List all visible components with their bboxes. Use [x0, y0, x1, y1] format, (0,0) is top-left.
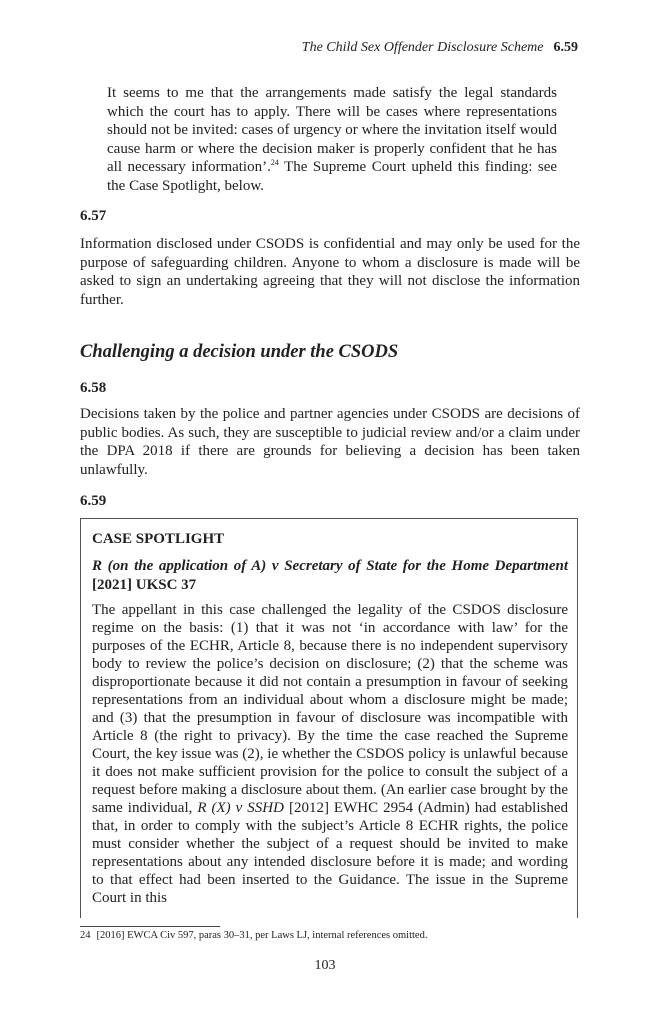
footnote — [80, 930, 427, 941]
paragraph-text: Information disclosed under CSODS is confidential and may only be used for the purpose of safeguarding children. Anyone to whom a disclosure is made will be asked to sign an undertaking agreeing that they will not disclose the information further. — [80, 236, 580, 308]
footnote-divider — [80, 926, 220, 927]
page-number: 103 — [314, 958, 336, 973]
block-quote — [107, 84, 557, 196]
case-spotlight-title: CASE SPOTLIGHT — [92, 531, 225, 547]
running-head — [302, 40, 578, 56]
footnote-text: [2016] EWCA Civ 597, paras 30–31, per Laws LJ, internal references omitted. — [96, 930, 428, 941]
case-citation: [2021] UKSC 37 — [92, 576, 197, 593]
quote-continuation: The Supreme Court upheld this finding: see the Case Spotlight, below. — [107, 159, 558, 194]
case-text-part: The appellant in this case challenged the legality of the CSDOS disclosure regime on the basis: (1) that it was not ‘in accordance with law’ for the purposes of the ECHR, Article 8, because there is no independent supervisory body to review the police’s decision on disclosure; (2) that the scheme was disproportionate because it did not contain a presumption in favour of seeking representations from an individual about whom a disclosure might be made; and (3) that the presumption in favour of disclosure was incompatible with Article 8 (the right to privacy). By the time the case reached the Supreme Court, the key issue was (2), ie whether the CSDOS policy is unlawful because it does not make sufficient provision for the police to consult the subject of a request before making a disclosure about them. (An earlier case brought by the same individual, — [92, 602, 568, 816]
section-heading: Challenging a decision under the CSODS — [80, 342, 399, 362]
footnote-reference[interactable]: 24 — [270, 158, 279, 168]
cited-case-name: R (X) v SSHD — [197, 800, 284, 816]
case-name — [92, 557, 568, 594]
case-spotlight-text — [92, 601, 568, 907]
case-name-parties: R (on the application of A) v Secretary of State for the Home Department — [92, 558, 568, 574]
paragraph-text: Decisions taken by the police and partner agencies under CSODS are decisions of public bodies. As such, they are susceptible to judicial review and/or a claim under the DPA 2018 if there are grounds for believing a decision has been taken unlawfully. — [80, 406, 580, 478]
paragraph-number: 6.57 — [80, 208, 107, 224]
running-head-title: The Child Sex Offender Disclosure Scheme — [301, 40, 544, 55]
running-head-section: 6.59 — [553, 40, 578, 55]
case-text-part: [2012] EWHC 2954 (Admin) had established that, in order to comply with the subject’s Article 8 ECHR rights, the police must consider whether the subject of a request should be invited to make representations about any intended disclosure before it is made; and wording to that effect had been inserted to the Guidance. The issue in the Supreme Court in this — [92, 800, 568, 906]
paragraph-number: 6.59 — [80, 493, 107, 509]
paragraph-number: 6.58 — [80, 380, 107, 396]
footnote-number: 24 — [80, 930, 91, 941]
case-spotlight-box — [80, 518, 578, 918]
quote-text: It seems to me that the arrangements made satisfy the legal standards which the court has to apply. There will be cases where representations should not be invited: cases of urgency or where the invitation itself would cause harm or where the decision maker is properly confident that he has all necessary information’. — [107, 85, 557, 176]
